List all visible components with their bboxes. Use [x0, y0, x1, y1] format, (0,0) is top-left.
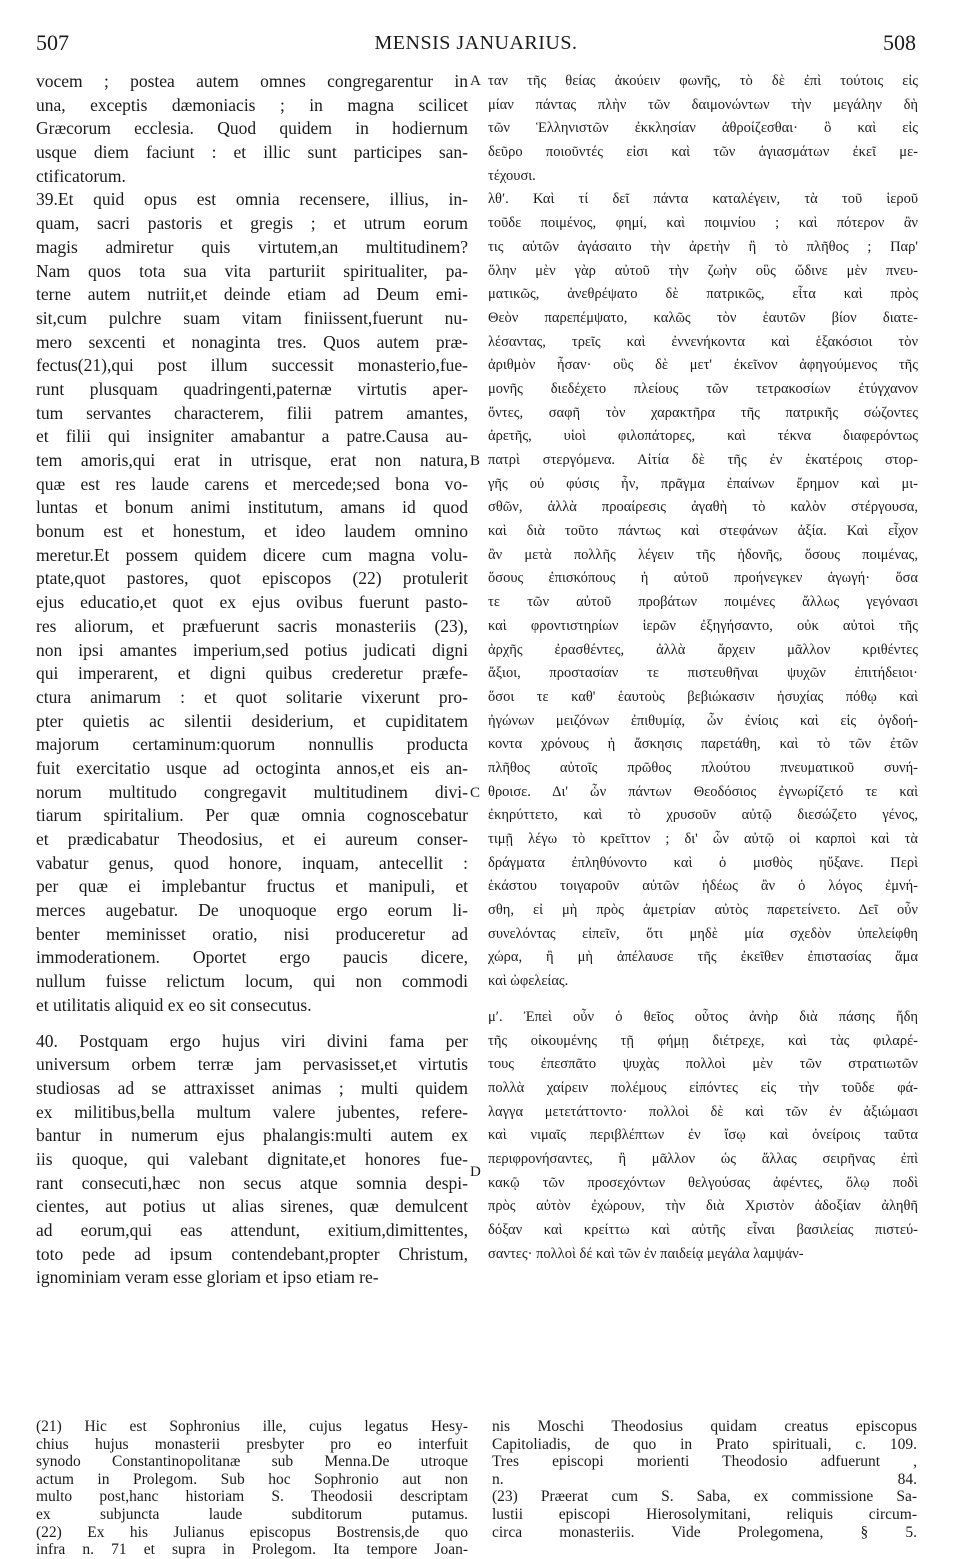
- greek-text-line: γῆς οὐ φύσις ἦν, πρᾶγμα ἐπαίνων ἔρημον καὶ μι-: [488, 475, 918, 492]
- greek-text-line: θροισε. Δι' ὧν πάντων Θεοδόσιος ἐγνωρίζετό τε καὶ: [488, 783, 918, 800]
- page-number-right: 508: [883, 30, 916, 55]
- latin-text-line: non ipsi amantes imperium,sed potius judicati digni: [36, 639, 468, 660]
- greek-text-line: ὅσοι τε καθ' ἑαυτοὺς βεβιώκασιν ἡσυχίας πόθῳ καὶ: [488, 688, 918, 705]
- greek-text-line: τῶν Ἑλληνιστῶν ἐκκλησίαν ἀθροίζεσθαι· ὃ καὶ εἰς: [488, 120, 918, 137]
- greek-text-line: τε τῶν αὐτοῦ προβάτων ποιμένες ἄλλως γεγόνασι: [488, 594, 918, 611]
- latin-text-line: vocem ; postea autem omnes congregarentur in: [36, 71, 468, 91]
- latin-text-line: quæ est res laude carens et mercede;sed bona vo-: [36, 473, 468, 494]
- footnote-line: actum in Prolegom. Sub hoc Sophronio aut non: [36, 1470, 468, 1488]
- latin-text-line: Nam quos tota sua vita parturiit spiritualiter, pa-: [36, 260, 468, 281]
- latin-text-line: iis quoque, qui valebant dignitate,et honores fue-: [36, 1148, 468, 1169]
- greek-text-line: ἄξιοι, προστασίαν τε πιστευθῆναι ψυχῶν ἐπιτήδειοι·: [488, 665, 918, 682]
- latin-text-line: luntas et bonum animi institutum, amans id quod: [36, 497, 468, 518]
- latin-text-line: meretur.Et possem quidem dicere cum magna volu-: [36, 544, 468, 565]
- margin-marker-a: A: [470, 73, 481, 89]
- latin-text-line: ignominiam veram esse gloriam et ipso etiam re-: [36, 1267, 379, 1288]
- footnote-line: infra n. 71 et supra in Prolegom. Ita tempore Joan-: [36, 1541, 468, 1559]
- greek-text-line: ἂν μετὰ πολλῆς λέγειν τῆς ἡδονῆς, ὅσους ποιμένας,: [488, 546, 918, 563]
- greek-text-line: ἑκάστου τοιγαροῦν αὐτῶν ἡδέως ἂν ὁ λόγος ἐμνή-: [488, 878, 918, 895]
- latin-text-line: merces augebatur. De unoquoque ergo eorum li-: [36, 900, 468, 921]
- greek-text-line: πλῆθος αὐτοῖς πρῶθος πλούτου πνευματικοῦ συνή-: [488, 759, 918, 776]
- latin-text-line: per quæ ei implebantur fructus et manipuli, et: [36, 876, 468, 897]
- greek-text-line: μʹ. Ἐπεὶ οὖν ὁ θεῖος οὗτος ἀνὴρ διὰ πάσης ἤδη: [488, 1008, 918, 1025]
- greek-text-line: πολλὰ χαίρειν πολέμους εἰπόντες εἰς τὴν τοῦδε φά-: [488, 1079, 918, 1096]
- latin-text-line: ctificatorum.: [36, 165, 126, 186]
- greek-text-line: καὶ φροντιστηρίων ἱερῶν ἐξηγήσαντο, οὐκ αὐτοὶ τῆς: [488, 617, 918, 634]
- greek-text-line: ἀρετῆς, υἱοὶ φιλοπάτορες, καὶ τέκνα διαφερόντως: [488, 428, 918, 445]
- latin-text-line: studiosas ad se attraxisset animas ; multi quidem: [36, 1077, 468, 1098]
- footnote-line: lustii episcopi Hierosolymitani, reliquis circum-: [492, 1505, 917, 1523]
- latin-text-line: ex militibus,bella multum valere jubentes, refere-: [36, 1101, 468, 1122]
- page-header: [36, 30, 916, 58]
- latin-text-line: rant consecuti,hæc non secus atque somnia despi-: [36, 1172, 468, 1193]
- greek-text-line: τῆς οἰκουμένης τῇ φήμῃ διέτρεχε, καὶ τὰς φιλαρέ-: [488, 1032, 918, 1049]
- greek-text-line: ὅλην μὲν γὰρ αὐτοῦ τὴν ζωὴν οὓς ὤδινε μὲν πνευ-: [488, 262, 918, 279]
- footnote-line: (21) Hic est Sophronius ille, cujus legatus Hesy-: [36, 1418, 468, 1435]
- latin-text-line: mero sexcenti et nonaginta tres. Quos autem præ-: [36, 331, 468, 352]
- footnote-line: (22) Ex his Julianus episcopus Bostrensis,de quo: [36, 1523, 468, 1541]
- greek-text-line: τις αὐτῶν ἀγάσαιτο τὴν ἀρετὴν ἢ τὸ πλῆθος ; Παρ': [488, 238, 918, 255]
- greek-text-line: ὄντες, σαφῆ τὸν χαρακτῆρα τῆς πατρικῆς σώζοντες: [488, 404, 918, 421]
- greek-text-line: συνελόντας εἰπεῖν, ὅτι μηδὲ μία σχεδὸν ὑπελείφθη: [488, 925, 918, 942]
- latin-text-line: et filii qui insigniter amabantur a patre.Causa au-: [36, 426, 468, 447]
- greek-text-line: δόξαν καὶ κρείττω καὶ αὐτῆς εἶναι βασιλείας πιστεύ-: [488, 1222, 918, 1238]
- latin-text-line: tiarum spiritalium. Per quæ omnia cognoscebatur: [36, 805, 468, 826]
- margin-marker-b: B: [470, 453, 481, 469]
- footnote-line: (23) Præerat cum S. Saba, ex commissione Sa-: [492, 1488, 917, 1506]
- greek-text-line: πρὸς αὐτὸν ἐχώρουν, τὴν διὰ Χριστὸν ἀδοξίαν ἀληθῆ: [488, 1198, 918, 1215]
- greek-text-line: χώρα, ἢ μὴ ἀπέλαυσε τῆς ἐκεῖθεν ἐπιστασίας ἅμα: [488, 949, 918, 966]
- latin-text-line: benter meminisset oratio, nisi produceretur ad: [36, 923, 468, 944]
- greek-text-line: κοντα χρόνους ἡ ἄσκησις παρετάθη, καὶ τὸ τῶν ἐτῶν: [488, 736, 918, 753]
- greek-text-line: καὶ διὰ τοῦτο πάντως καὶ στεφάνων ἀξία. Καὶ εἶχον: [488, 523, 918, 540]
- latin-text-line: pter quietis ac silentii desiderium, et cupiditatem: [36, 710, 468, 731]
- latin-text-line: Græcorum ecclesia. Quod quidem in hodiernum: [36, 118, 468, 139]
- greek-text-line: τέχουσι.: [488, 167, 536, 184]
- greek-text-line: λέσαντας, τρεῖς καὶ ἐννενήκοντα καὶ ἑξακόσιοι τὸν: [488, 333, 918, 350]
- greek-text-line: ἐκηρύττετο, καὶ τὸ χρυσοῦν αὐτῷ διεσώζετο γένος,: [488, 807, 918, 824]
- latin-text-line: tem amoris,qui erat in utrisque, erat non natura,: [36, 450, 468, 470]
- margin-marker-c: C: [470, 785, 481, 801]
- page-number-left: 507: [36, 30, 69, 55]
- greek-text-line: τους ἐπεσπᾶτο ψυχὰς πολλοὶ μὲν τῶν στρατιωτῶν: [488, 1056, 918, 1073]
- greek-text-line: σθῶν, ἀλλὰ προαίρεσις ἀγαθὴ τὸ καλὸν στέργουσα,: [488, 499, 918, 516]
- greek-text-line: μονῆς διεδέχετο πλείους τῶν τετρακοσίων ἐτύγχανον: [488, 380, 918, 397]
- latin-text-line: magis admiretur quis virtutem,an multitudinem?: [36, 236, 468, 257]
- latin-text-line: sit,cum pulchre suam vitam finiissent,fuerunt nu-: [36, 307, 468, 328]
- margin-marker-d: D: [470, 1164, 481, 1180]
- latin-text-line: usque diem faciunt : et illic sunt participes san-: [36, 142, 468, 163]
- latin-text-line: ejus educatio,et quot ex ejus ovibus fuerunt pasto-: [36, 592, 468, 613]
- latin-text-line: toto pede ad ipsum contendebant,propter Christum,: [36, 1243, 468, 1264]
- latin-text-line: et utilitatis aliquid ex eo sit consecutus.: [36, 994, 312, 1015]
- latin-text-line: res aliorum, et præfuerunt sacris monasteriis (23),: [36, 615, 468, 636]
- latin-text-line: quam, sacri pastoris et gregis ; et utrum eorum: [36, 213, 468, 234]
- greek-text-line: καὶ νιμαῖς περιβλέπτων ἐν ἴσῳ καὶ ὀνείροις ταῦτα: [488, 1127, 918, 1144]
- greek-text-line: ταν τῆς θείας ἀκούειν φωνῆς, τὸ δὲ ἐπὶ τούτοις εἰς: [488, 73, 918, 89]
- footnotes-right: [492, 1418, 917, 1541]
- latin-text-line: ctura animarum : et quot solitarie vixerunt pro-: [36, 686, 468, 707]
- latin-text-line: runt plusquam quadringenti,paternæ virtutis aper-: [36, 378, 468, 399]
- footnote-line: Tres episcopi morienti Theodosio adfuerunt ,: [492, 1453, 917, 1471]
- greek-text-line: ἀριθμὸν ἦσαν· οὓς δὲ μετ' ἐκεῖνον ἀφηγούμενος τῆς: [488, 357, 918, 374]
- greek-text-line: τοῦδε ποιμένος, φημί, καὶ ποιμνίου ; καὶ πότερον ἂν: [488, 215, 918, 232]
- latin-text-line: norum multitudo congregavit multitudinem divi-: [36, 781, 468, 802]
- greek-text-line: ὅσους ἐπισκόπους ἡ αὐτοῦ προήνεγκεν ἀγωγή· ὅσα: [488, 570, 918, 587]
- latin-text-line: tum servantes characterem, filii patrem amantes,: [36, 402, 468, 423]
- footnote-line: circa monasteriis. Vide Prolegomena, § 5.: [492, 1523, 917, 1541]
- latin-text-line: et prædicabatur Theodosius, et ei aureum conser-: [36, 829, 468, 849]
- greek-text-line: σαντες· πολλοὶ δέ καὶ τῶν ἐν παιδείᾳ μεγάλα λαμψάν-: [488, 1245, 804, 1262]
- latin-text-line: fectus(21),qui post illum successit monasterio,fue-: [36, 355, 468, 376]
- latin-text-line: universum orbem terræ jam pervasisset,et virtutis: [36, 1054, 468, 1075]
- greek-text-line: κακῷ τῶν προσεχόντων θελγούσας ἀφέντες, ὅλῳ ποδὶ: [488, 1174, 918, 1191]
- footnotes-left: [36, 1418, 468, 1559]
- latin-text-line: ad eorum,qui eas attendunt, exitium,dimittentes,: [36, 1220, 468, 1240]
- footnote-line: nis Moschi Theodosius quidam creatus episcopus: [492, 1418, 917, 1435]
- greek-text-line: περιφρονήσαντες, ἢ μᾶλλον ὡς ἄλλας σειρῆνας ἐπὶ: [488, 1150, 918, 1167]
- running-title: MENSIS JANUARIUS.: [374, 32, 578, 54]
- latin-text-line: majorum certaminum:quorum nonnullis producta: [36, 734, 468, 755]
- greek-text-line: ἠγώνων μειζόνων ἐπιθυμίᾳ, ὧν ἐνίοις καὶ εἰς ὀγδοή-: [488, 712, 918, 729]
- latin-text-line: qui imperarent, et digni quibus crederetur præfe-: [36, 663, 468, 684]
- footnote-line: multo post,hanc historiam S. Theodosii descriptam: [36, 1488, 468, 1506]
- latin-text-line: immoderationem. Oportet ergo paucis dicere,: [36, 947, 468, 968]
- greek-text-line: ματικῶς, ἀνεθρέψατο δὲ πατρικῶς, εἶτα καὶ πρὸς: [488, 286, 918, 303]
- greek-text-line: καὶ ὠφελείας.: [488, 973, 569, 990]
- latin-text-line: 40. Postquam ergo hujus viri divini fama per: [36, 1030, 468, 1051]
- latin-text-line: una, exceptis dæmoniacis ; in magna scilicet: [36, 94, 468, 115]
- greek-text-line: Θεὸν παρεπέμψατο, καλῶς τὸν ἑαυτῶν βίον διατε-: [488, 309, 918, 326]
- paragraph-gap: [36, 1018, 468, 1030]
- greek-text-line: πατρὶ στεργόμενα. Αἰτία δὲ τῆς ἐν ἑκατέροις στορ-: [488, 452, 918, 468]
- latin-text-line: nullum fuisse relictum locum, qui non commodi: [36, 971, 468, 992]
- paragraph-gap: [488, 994, 918, 1006]
- latin-text-line: terne autem nutriit,et deinde etiam ad Deum emi-: [36, 284, 468, 305]
- latin-text-line: 39.Et quid opus est omnia recensere, illius, in-: [36, 189, 468, 210]
- latin-text-line: ptate,quot pastores, quot episcopos (22) protulerit: [36, 568, 468, 589]
- footnote-line: chius hujus monasterii presbyter pro eo interfuit: [36, 1435, 468, 1453]
- latin-text-line: cientes, aut potius ut alias sirenes, quæ demulcent: [36, 1196, 468, 1217]
- greek-text-line: δεῦρο ποιοῦντές εἰσι καὶ τῶν ἁγιασμάτων ἐκεῖ με-: [488, 144, 918, 161]
- latin-text-column: [36, 70, 468, 1290]
- greek-text-line: τιμῇ λέγω τὸ κρεῖττον ; δι' ὧν αὐτῷ οἱ καρποὶ καὶ τὰ: [488, 831, 918, 847]
- greek-text-line: ἀρχῆς ἐρασθέντες, ἀλλὰ ἄρχειν μᾶλλον κριθέντες: [488, 641, 918, 658]
- latin-text-line: bonum est et honestum, et ideo laudem omnino: [36, 521, 468, 542]
- footnote-line: synodo Constantinopolitanæ sub Menna.De utroque: [36, 1453, 468, 1471]
- greek-text-line: λθʹ. Καὶ τί δεῖ πάντα καταλέγειν, τὰ τοῦ ἱεροῦ: [488, 191, 918, 208]
- footnote-line: n. 84.: [492, 1470, 917, 1488]
- greek-text-line: δράγματα ἐπληθύνοντο καὶ ὁ μισθὸς ηὔξανε. Περὶ: [488, 854, 918, 871]
- latin-text-line: fuit exercitatio usque ad octoginta annos,et eis an-: [36, 757, 468, 778]
- footnote-line: Capitoliadis, de quo in Prato spirituali, c. 109.: [492, 1435, 917, 1453]
- greek-text-column: [488, 70, 918, 1266]
- latin-text-line: vabatur genus, quod honore, inquam, antecellit :: [36, 852, 468, 873]
- latin-text-line: bantur in numerum ejus phalangis:multi autem ex: [36, 1125, 468, 1146]
- greek-text-line: μίαν πάντας πλὴν τῶν δαιμονώντων τὴν μεγάλην δὴ: [488, 96, 918, 113]
- greek-text-line: σθη, εἰ μὴ πρὸς ἀμετρίαν αὐτὸς παρετείνετο. Δεῖ οὖν: [488, 902, 918, 919]
- greek-text-line: λαγγα μετετάττοντο· πολλοὶ δὲ καὶ τῶν ἐν ἀξιώμασι: [488, 1103, 918, 1120]
- footnote-line: ex subjuncta laude subditorum putamus.: [36, 1505, 468, 1523]
